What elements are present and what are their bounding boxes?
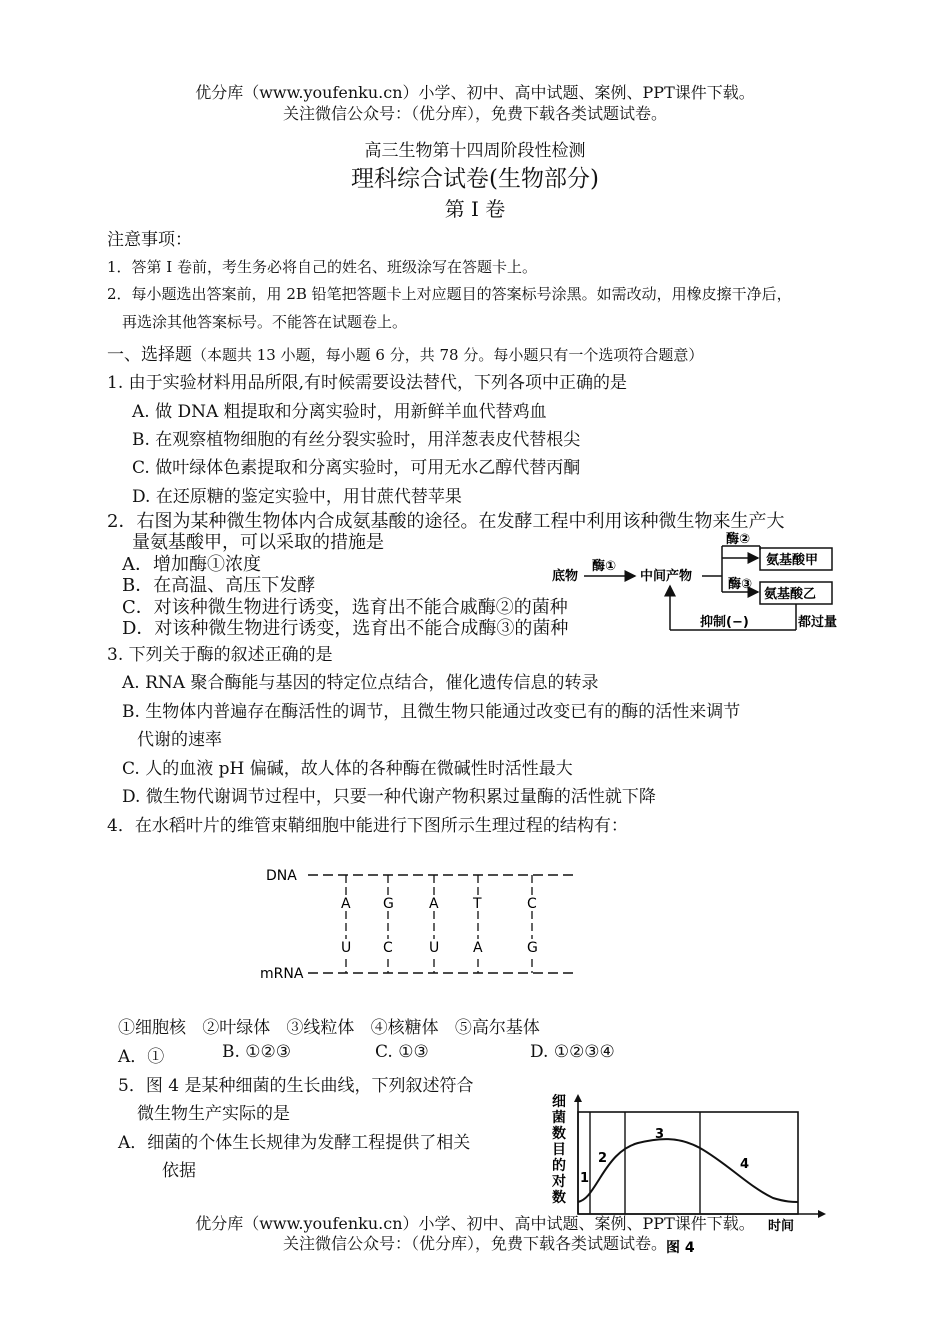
y-axis-label-char: 的 — [552, 1158, 566, 1174]
q5-stem-1: 5．图 4 是某种细菌的生长曲线，下列叙述符合 — [118, 1076, 474, 1096]
q2-option-b: B．在高温、高压下发酵 — [122, 575, 316, 596]
section-title: 一、选择题 — [107, 345, 192, 365]
phase-3-label: 3 — [655, 1127, 665, 1142]
y-axis-label-char: 对 — [552, 1174, 566, 1190]
q5-option-a1: A．细菌的个体生长规律为发酵工程提供了相关 — [118, 1133, 471, 1153]
phase-1-label: 1 — [580, 1171, 590, 1186]
phase-4-label: 4 — [740, 1157, 750, 1172]
product-a-label: 氨基酸甲 — [766, 553, 819, 568]
q3-option-b2: 代谢的速率 — [137, 730, 222, 750]
product-b-label: 氨基酸乙 — [764, 587, 817, 602]
y-axis-label-char: 菌 — [552, 1110, 566, 1126]
dna-base: A — [341, 896, 351, 912]
q3-option-d: D. 微生物代谢调节过程中，只要一种代谢产物积累过量酶的活性就下降 — [122, 787, 656, 807]
q2-option-d: D．对该种微生物进行诱变，选育出不能合成酶③的菌种 — [122, 618, 569, 639]
rna-base: C — [383, 940, 393, 956]
dna-base: A — [429, 896, 439, 912]
q4-option-c: C. ①③ — [375, 1042, 429, 1062]
q2-stem-1: 2．右图为某种微生物体内合成氨基酸的途径。在发酵工程中利用该种微生物来生产大 — [107, 511, 785, 532]
rna-base: G — [527, 940, 538, 956]
figure-caption: 图 4 — [666, 1240, 695, 1256]
base-pairs — [339, 875, 539, 973]
q4-stem: 4．在水稻叶片的维管束鞘细胞中能进行下图所示生理过程的结构有： — [107, 816, 628, 836]
q5-stem-2: 微生物生产实际的是 — [137, 1104, 290, 1124]
q1-stem: 1. 由于实验材料用品所限,有时候需要设法替代，下列各项中正确的是 — [107, 373, 628, 393]
amino-acid-pathway-diagram — [540, 530, 850, 642]
note-1: 1．答第 I 卷前，考生务必将自己的姓名、班级涂写在答题卡上。 — [107, 258, 538, 276]
footer-line-1: 优分库（www.youfenku.cn）小学、初中、高中试题、案例、PPT课件下载。 — [195, 1214, 755, 1233]
section-heading — [107, 340, 703, 365]
q4-option-a: A．① — [118, 1047, 165, 1067]
substrate-label: 底物 — [552, 569, 579, 584]
volume-title: 第 I 卷 — [444, 197, 506, 221]
rna-base: A — [473, 940, 483, 956]
q1-option-b: B. 在观察植物细胞的有丝分裂实验时，用洋葱表皮代替根尖 — [132, 430, 581, 450]
footer-line-2: 关注微信公众号：（优分库），免费下载各类试题试卷。 — [282, 1234, 667, 1253]
q1-option-a: A. 做 DNA 粗提取和分离实验时，用新鲜羊血代替鸡血 — [132, 402, 547, 422]
y-axis-label-char: 数 — [552, 1190, 566, 1206]
phase-2-label: 2 — [598, 1151, 608, 1166]
q4-structures: ①细胞核 ②叶绿体 ③线粒体 ④核糖体 ⑤高尔基体 — [118, 1018, 540, 1038]
y-axis-label-char: 目 — [552, 1142, 566, 1158]
q3-stem: 3. 下列关于酶的叙述正确的是 — [107, 645, 333, 665]
notes-heading: 注意事项： — [107, 230, 192, 250]
y-axis-label — [551, 1094, 566, 1206]
dna-label: DNA — [266, 868, 297, 884]
rna-base: U — [429, 940, 440, 956]
section-desc: （本题共 13 小题，每小题 6 分，共 78 分。每小题只有一个选项符合题意） — [192, 346, 704, 364]
enzyme2-label: 酶② — [726, 532, 751, 547]
dna-base: C — [527, 896, 537, 912]
dna-base: G — [383, 896, 394, 912]
header-line-1: 优分库（www.youfenku.cn）小学、初中、高中试题、案例、PPT课件下载。 — [195, 83, 755, 102]
rna-base: U — [341, 940, 352, 956]
exam-title: 高三生物第十四周阶段性检测 — [364, 141, 586, 161]
q3-option-b1: B. 生物体内普遍存在酶活性的调节，且微生物只能通过改变已有的酶的活性来调节 — [122, 702, 741, 722]
intermediate-label: 中间产物 — [640, 569, 693, 584]
q4-option-b: B. ①②③ — [222, 1042, 292, 1062]
q1-option-d: D. 在还原糖的鉴定实验中，用甘蔗代替苹果 — [132, 487, 462, 507]
q4-option-d: D. ①②③④ — [530, 1042, 615, 1062]
enzyme1-label: 酶① — [592, 559, 617, 574]
y-axis-arrow — [574, 1094, 582, 1102]
y-axis-label-char: 数 — [552, 1126, 566, 1142]
q2-option-a: A．增加酶①浓度 — [122, 554, 261, 575]
inhibit-label: 抑制(−) — [700, 615, 749, 630]
q2-stem-2: 量氨基酸甲，可以采取的措施是 — [132, 532, 384, 553]
dna-base: T — [473, 896, 482, 912]
note-2b: 再选涂其他答案标号。不能答在试题卷上。 — [122, 313, 408, 331]
enzyme3-label: 酶③ — [728, 577, 753, 592]
note-2a: 2．每小题选出答案前，用 2B 铅笔把答题卡上对应题目的答案标号涂黑。如需改动，用橡皮擦干净后， — [107, 285, 792, 303]
q2-option-c: C．对该种微生物进行诱变，选育出不能合戚酶②的菌种 — [122, 597, 568, 618]
q3-option-c: C. 人的血液 pH 偏碱，故人体的各种酶在微碱性时活性最大 — [122, 759, 573, 779]
header-line-2: 关注微信公众号：（优分库），免费下载各类试题试卷。 — [282, 104, 667, 123]
q3-option-a: A. RNA 聚合酶能与基因的特定位点结合，催化遗传信息的转录 — [122, 673, 599, 693]
q5-option-a2: 依据 — [162, 1161, 196, 1181]
growth-curve — [578, 1139, 798, 1202]
paper-title: 理科综合试卷(生物部分) — [351, 166, 599, 192]
y-axis-label-char: 细 — [552, 1094, 566, 1110]
mrna-label: mRNA — [260, 966, 304, 982]
x-axis-label: 时间 — [768, 1219, 795, 1234]
q1-option-c: C. 做叶绿体色素提取和分离实验时，可用无水乙醇代替丙酮 — [132, 458, 581, 478]
excess-label: 都过量 — [798, 615, 838, 630]
transcription-diagram — [260, 860, 590, 990]
